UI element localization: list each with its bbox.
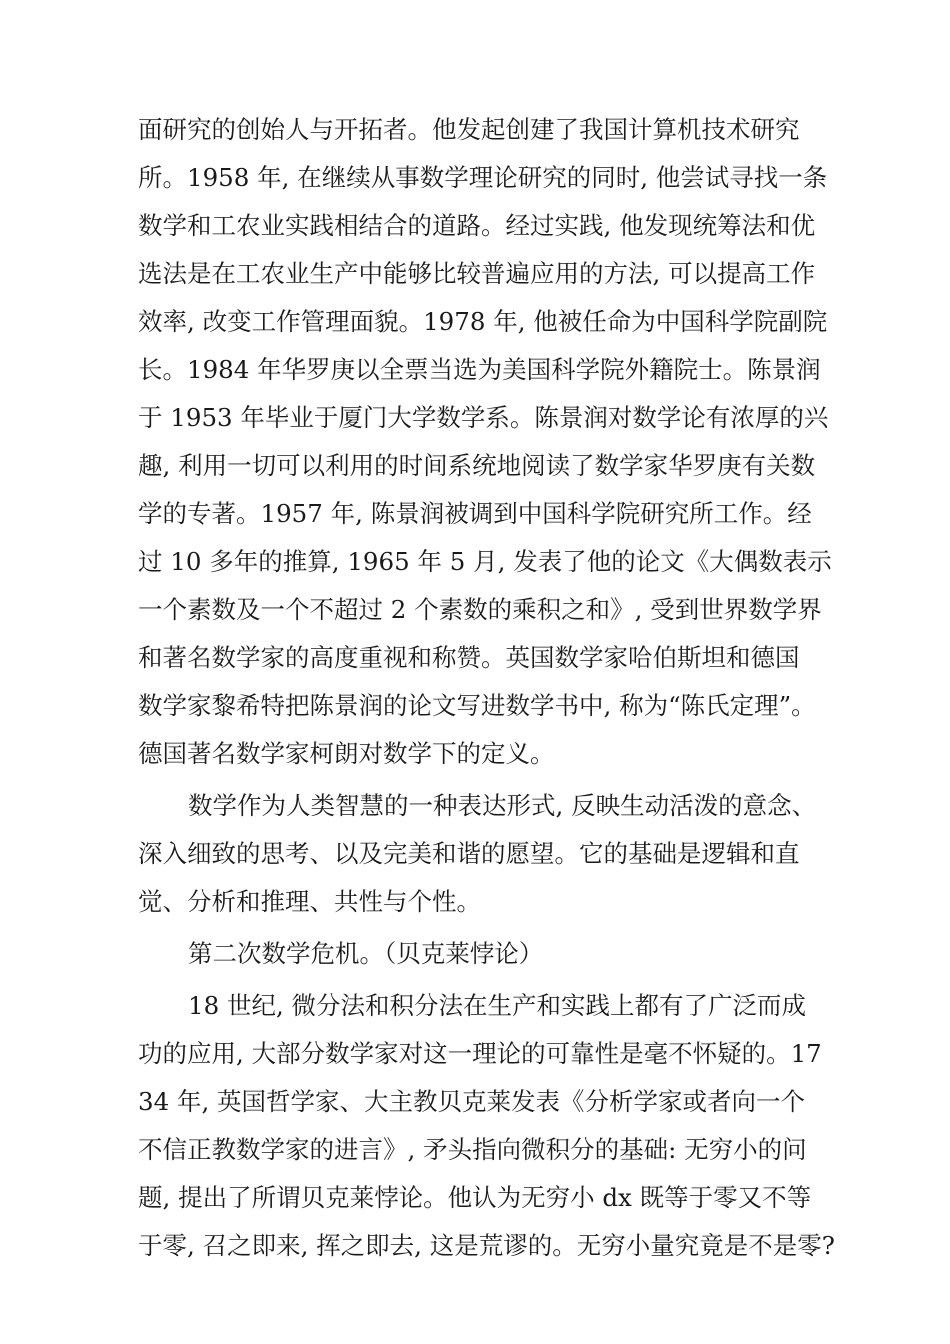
paragraph-crisis-line-3: 34 年, 英国哲学家、大主教贝克莱发表《分析学家或者向一个	[138, 1087, 806, 1116]
paragraph-definition-line-1: 数学作为人类智慧的一种表达形式, 反映生动活泼的意念、	[188, 791, 817, 820]
paragraph-crisis-line-6: 于零, 召之即来, 挥之即去, 这是荒谬的。无穷小量究竟是不是零?	[138, 1231, 835, 1260]
paragraph-crisis-line-5: 题, 提出了所谓贝克莱悖论。他认为无穷小 dx 既等于零又不等	[138, 1183, 812, 1212]
document-body	[138, 106, 838, 1270]
text-line-7: 于 1953 年毕业于厦门大学数学系。陈景润对数学论有浓厚的兴	[138, 403, 829, 432]
text-line-10: 过 10 多年的推算, 1965 年 5 月, 发表了他的论文《大偶数表示	[138, 547, 832, 576]
text-line-2: 所。1958 年, 在继续从事数学理论研究的同时, 他尝试寻找一条	[138, 163, 828, 192]
text-line-14: 德国著名数学家柯朗对数学下的定义。	[138, 739, 555, 768]
paragraph-definition-line-2: 深入细致的思考、以及完美和谐的愿望。它的基础是逻辑和直	[138, 839, 800, 868]
text-line-9: 学的专著。1957 年, 陈景润被调到中国科学院研究所工作。经	[138, 499, 812, 528]
text-line-8: 趣, 利用一切可以利用的时间系统地阅读了数学家华罗庚有关数	[138, 451, 816, 480]
text-line-12: 和著名数学家的高度重视和称赞。英国数学家哈伯斯坦和德国	[138, 643, 800, 672]
text-line-13: 数学家黎希特把陈景润的论文写进数学书中, 称为“陈氏定理”。	[138, 691, 816, 720]
text-line-3: 数学和工农业实践相结合的道路。经过实践, 他发现统筹法和优	[138, 211, 816, 240]
paragraph-definition-line-3: 觉、分析和推理、共性与个性。	[138, 887, 481, 916]
section-heading: 第二次数学危机。（贝克莱悖论）	[188, 939, 544, 968]
text-line-5: 效率, 改变工作管理面貌。1978 年, 他被任命为中国科学院副院	[138, 307, 828, 336]
paragraph-crisis-line-2: 功的应用, 大部分数学家对这一理论的可靠性是毫不怀疑的。17	[138, 1039, 822, 1068]
text-line-11: 一个素数及一个不超过 2 个素数的乘积之和》, 受到世界数学界	[138, 595, 822, 624]
text-line-6: 长。1984 年华罗庚以全票当选为美国科学院外籍院士。陈景润	[138, 355, 821, 384]
paragraph-crisis-line-4: 不信正教数学家的进言》, 矛头指向微积分的基础: 无穷小的问	[138, 1135, 807, 1164]
paragraph-crisis-line-1: 18 世纪, 微分法和积分法在生产和实践上都有了广泛而成	[188, 991, 807, 1020]
text-line-1: 面研究的创始人与开拓者。他发起创建了我国计算机技术研究	[138, 115, 800, 144]
text-line-4: 选法是在工农业生产中能够比较普遍应用的方法, 可以提高工作	[138, 259, 816, 288]
